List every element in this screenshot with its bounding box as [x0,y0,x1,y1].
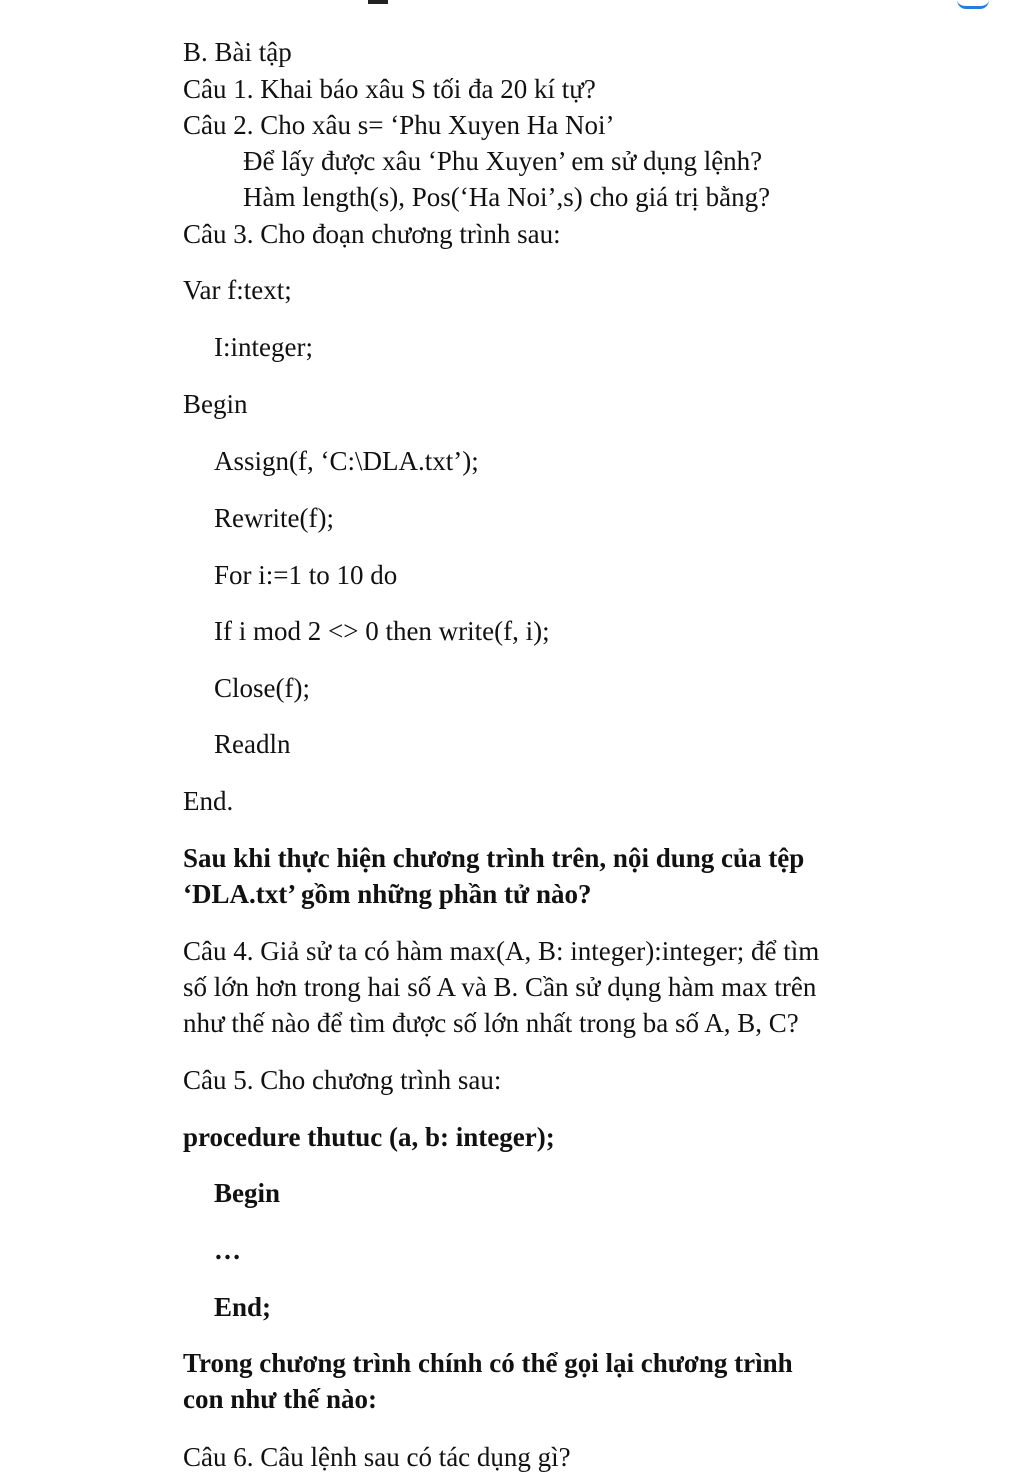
code-line-procedure: procedure thutuc (a, b: integer); [183,1122,555,1152]
question-3-intro: Câu 3. Cho đoạn chương trình sau: [183,219,561,249]
code-line-var: Var f:text; [183,275,292,305]
top-edge-mark [368,0,388,4]
question-2-line-1: Câu 2. Cho xâu s= ‘Phu Xuyen Ha Noi’ [183,110,615,140]
question-3-prompt-line-1: Sau khi thực hiện chương trình trên, nội dung của tệp [183,843,805,873]
code-line-assign: Assign(f, ‘C:\DLA.txt’); [214,446,479,476]
code-line-proc-end: End; [214,1292,272,1322]
top-right-edge-mark [957,0,989,9]
code-line-begin: Begin [183,389,248,419]
question-6: Câu 6. Câu lệnh sau có tác dụng gì? [183,1442,571,1472]
question-2-line-2: Để lấy được xâu ‘Phu Xuyen’ em sử dụng lệnh? [243,146,763,176]
code-line-readln: Readln [214,729,291,759]
question-4-line-1: Câu 4. Giả sử ta có hàm max(A, B: integer):integer; để tìm [183,936,820,966]
question-5-prompt-line-1: Trong chương trình chính có thể gọi lại chương trình [183,1348,793,1378]
question-4-line-3: như thế nào để tìm được số lớn nhất trong ba số A, B, C? [183,1008,799,1038]
code-line-end: End. [183,786,234,816]
code-line-close: Close(f); [214,673,310,703]
code-line-if: If i mod 2 <> 0 then write(f, i); [214,616,550,646]
code-line-rewrite: Rewrite(f); [214,503,334,533]
code-line-ellipsis: … [214,1235,241,1265]
question-2-line-3: Hàm length(s), Pos(‘Ha Noi’,s) cho giá trị bằng? [243,182,771,212]
question-4-line-2: số lớn hơn trong hai số A và B. Cần sử dụng hàm max trên [183,972,817,1002]
question-5-prompt-line-2: con như thế nào: [183,1384,377,1414]
code-line-integer: I:integer; [214,332,313,362]
question-3-prompt-line-2: ‘DLA.txt’ gồm những phần tử nào? [183,879,592,909]
code-line-for: For i:=1 to 10 do [214,560,398,590]
section-title: B. Bài tập [183,37,292,67]
code-line-proc-begin: Begin [214,1178,281,1208]
question-5-intro: Câu 5. Cho chương trình sau: [183,1065,502,1095]
question-1: Câu 1. Khai báo xâu S tối đa 20 kí tự? [183,74,596,104]
